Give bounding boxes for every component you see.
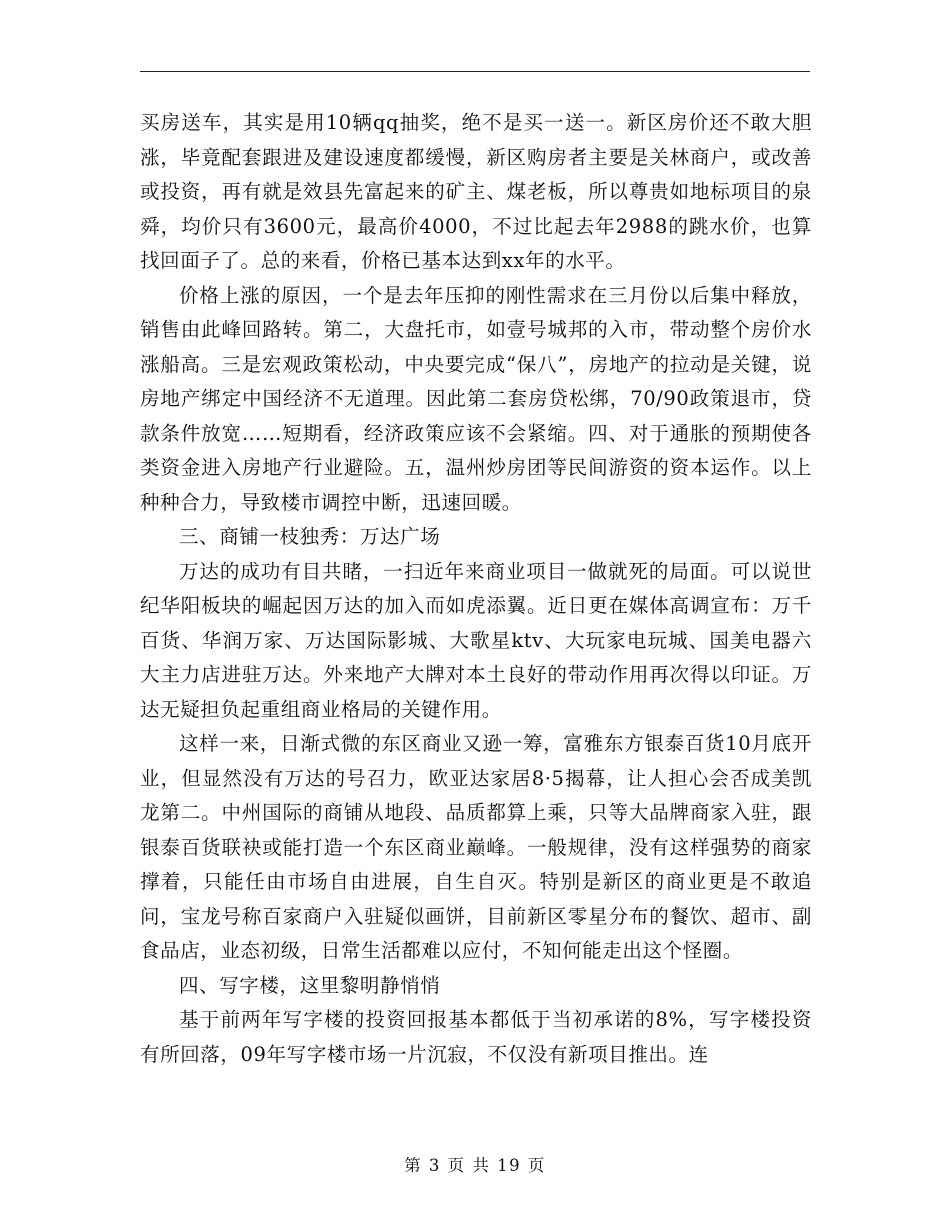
section-heading-shops: 三、商铺一枝独秀：万达广场 (179, 525, 441, 548)
paragraph-east-district: 这样一来，日渐式微的东区商业又逊一筹，富雅东方银泰百货10月底开业，但显然没有万达的号召力，欧亚达家居8·5揭幕，让人担心会否成美凯龙第二。中州国际的商铺从地段、品质都算上乘，只等大品牌商家入驻，跟银泰百货联袂或能打造一个东区商业巅峰。一般规律，没有这样强势的商家撑着，只能任由市场自由进展，自生自灭。特别是新区的商业更是不敢追问，宝龙号称百家商户入驻疑似画饼，目前新区零星分布的餐饮、超市、副食品店，业态初级，日常生活都难以应付，不知何能走出这个怪圈。 (140, 732, 812, 962)
section-heading-office: 四、写字楼，这里黎明静悄悄 (179, 973, 441, 997)
paragraph-office-market: 基于前两年写字楼的投资回报基本都低于当初承诺的8%，写字楼投资有所回落，09年写字楼市场一片沉寂，不仅没有新项目推出。连 (140, 1008, 812, 1066)
body-text (140, 106, 812, 1072)
header-rule (140, 71, 810, 72)
page-number-footer: 第 3 页 共 19 页 (404, 1156, 546, 1175)
paragraph-price-rise-reasons: 价格上涨的原因，一个是去年压抑的刚性需求在三月份以后集中释放，销售由此峰回路转。第二，大盘托市，如壹号城邦的入市，带动整个房价水涨船高。三是宏观政策松动，中央要完成“保八”，房地产的拉动是关键，说房地产绑定中国经济不无道理。因此第二套房贷松绑，70/90政策退市，贷款条件放宽……短期看，经济政策应该不会紧缩。四、对于通胀的预期使各类资金进入房地产行业避险。五，温州炒房团等民间游资的资本运作。以上种种合力，导致楼市调控中断，迅速回暖。 (140, 283, 812, 514)
paragraph-wanda: 万达的成功有目共睹，一扫近年来商业项目一做就死的局面。可以说世纪华阳板块的崛起因万达的加入而如虎添翼。近日更在媒体高调宣布：万千百货、华润万家、万达国际影城、大歌星ktv、大玩家电玩城、国美电器六大主力店进驻万达。外来地产大牌对本土良好的带动作用再次得以印证。万达无疑担负起重组商业格局的关键作用。 (140, 559, 812, 721)
paragraph-continued: 买房送车，其实是用10辆qq抽奖，绝不是买一送一。新区房价还不敢大胆涨，毕竟配套跟进及建设速度都缓慢，新区购房者主要是关林商户，或改善或投资，再有就是效县先富起来的矿主、煤老板，所以尊贵如地标项目的泉舜，均价只有3600元，最高价4000，不过比起去年2988的跳水价，也算找回面子了。总的来看，价格已基本达到xx年的水平。 (140, 111, 812, 272)
